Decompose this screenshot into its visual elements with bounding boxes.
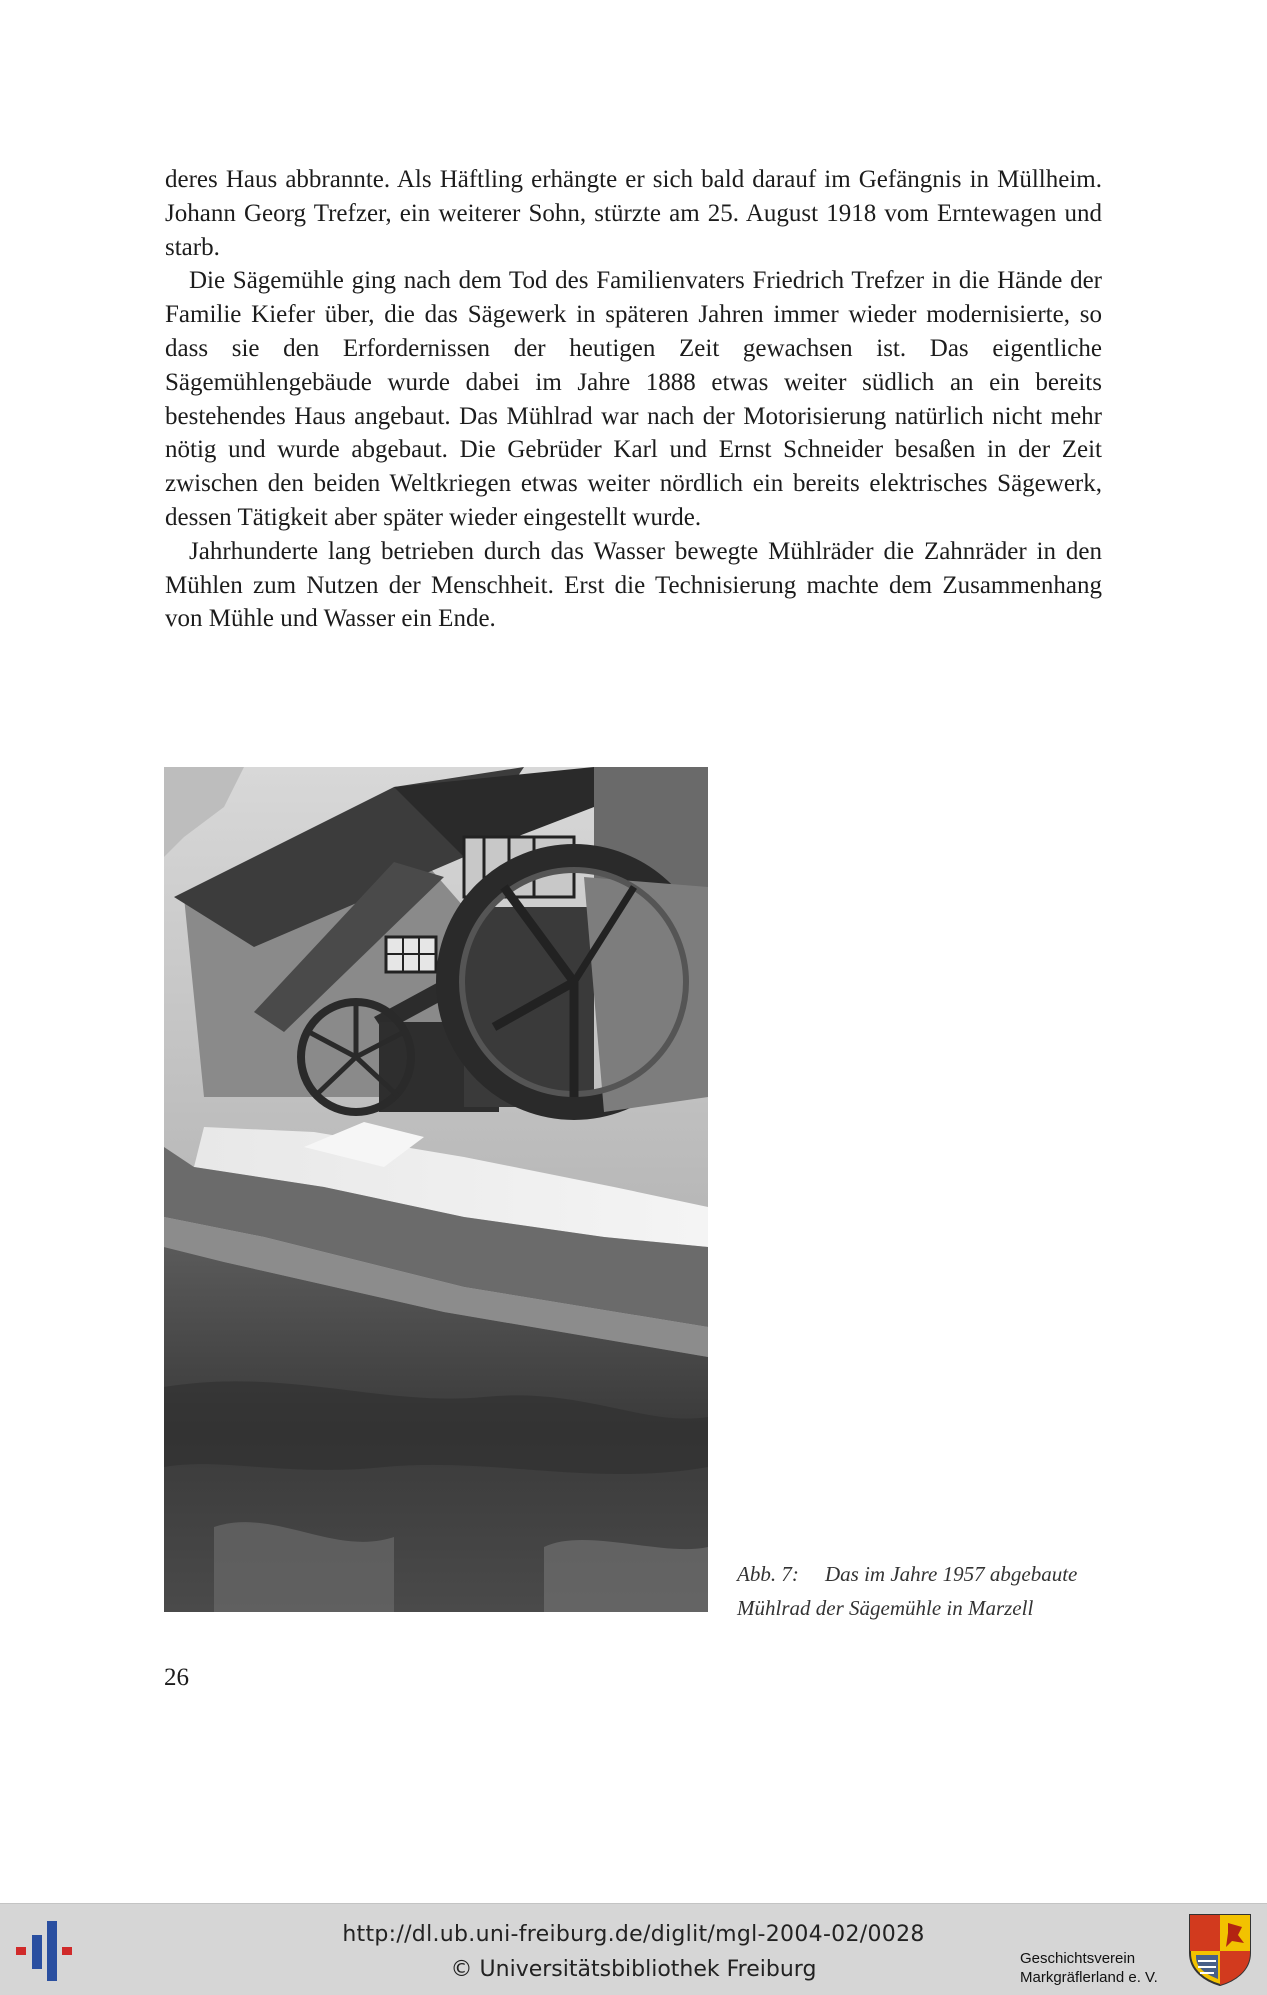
footer-url-link[interactable]: http://dl.ub.uni-freiburg.de/diglit/mgl-2004-02/0028	[342, 1922, 925, 1947]
paragraph-3: Jahrhunderte lang betrieben durch das Wasser bewegte Mühlräder die Zahnräder in den Mühlen zum Nutzen der Menschheit. Erst die Technisierung machte dem Zusammenhang von Mühle und Wasser ein Ende.	[165, 537, 1102, 633]
coat-of-arms-icon	[1188, 1913, 1252, 1987]
society-line-1: Geschichtsverein	[1020, 1950, 1136, 1967]
caption-text-1: Das im Jahre 1957 abgebaute	[825, 1562, 1078, 1586]
society-line-2: Markgräflerland e. V.	[1020, 1969, 1158, 1986]
page-number: 26	[164, 1664, 189, 1691]
caption-line-1	[737, 1557, 1117, 1591]
body-text	[165, 163, 1102, 636]
society-name	[1020, 1949, 1158, 1987]
paragraph-1: deres Haus abbrannte. Als Häftling erhängte er sich bald darauf im Gefängnis in Müllheim. Johann Georg Trefzer, ein weiterer Sohn, stürzte am 25. August 1918 vom Erntewagen und starb.	[165, 166, 1102, 261]
figure-label: Abb. 7:	[737, 1562, 799, 1586]
library-footer	[0, 1903, 1267, 1995]
paragraph-2: Die Sägemühle ging nach dem Tod des Familienvaters Friedrich Trefzer in die Hände der Familie Kiefer über, die das Sägewerk in späteren Jahren immer wieder modernisierte, so dass sie den Erfordernissen der heutigen Zeit gewachsen ist. Das eigentliche Sägemühlengebäude wurde dabei im Jahre 1888 etwas weiter südlich an ein bereits bestehendes Haus angebaut. Das Mühlrad war nach der Motorisierung natürlich nicht mehr nötig und wurde abgebaut. Die Gebrüder Karl und Ernst Schneider besaßen in der Zeit zwischen den beiden Weltkriegen etwas weiter nördlich ein bereits elektrisches Sägewerk, dessen Tätigkeit aber später wieder eingestellt wurde.	[165, 267, 1102, 531]
figure-caption	[737, 1557, 1117, 1625]
sawmill-photo	[164, 767, 708, 1612]
footer-copyright: © Universitätsbibliothek Freiburg	[450, 1957, 817, 1982]
caption-line-2: Mühlrad der Sägemühle in Marzell	[737, 1596, 1034, 1620]
